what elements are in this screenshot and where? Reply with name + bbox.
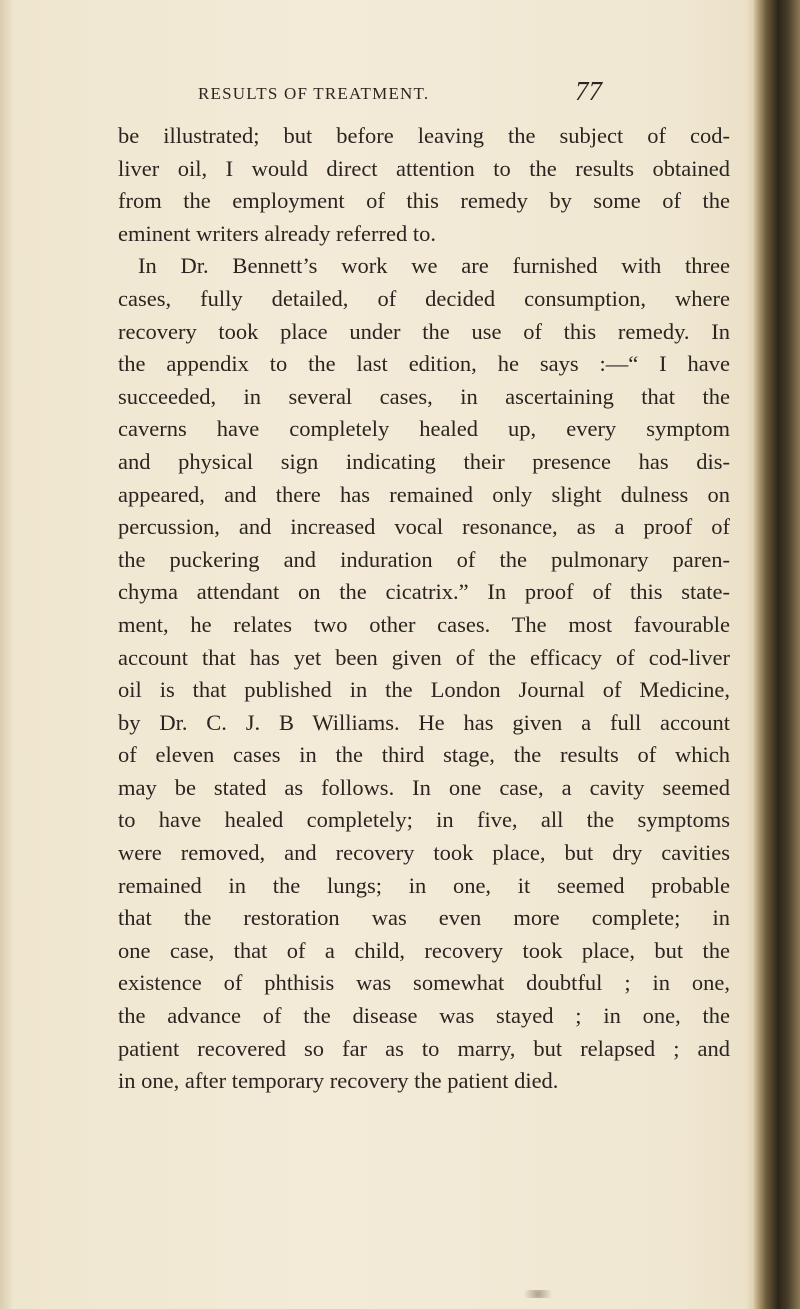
text-line: the advance of the disease was stayed ; in one, the bbox=[118, 1003, 730, 1029]
running-head: RESULTS OF TREATMENT. bbox=[198, 84, 430, 103]
text-line: chyma attendant on the cicatrix.” In proof of this state- bbox=[118, 579, 730, 605]
text-line: oil is that published in the London Journal of Medicine, bbox=[118, 677, 730, 703]
text-line: existence of phthisis was somewhat doubtful ; in one, bbox=[118, 970, 730, 996]
text-line: remained in the lungs; in one, it seemed probable bbox=[118, 872, 730, 898]
page-number: 77 bbox=[575, 76, 602, 106]
text-line: patient recovered so far as to marry, but relapsed ; and bbox=[118, 1035, 730, 1061]
text-line: the puckering and induration of the pulmonary paren- bbox=[118, 546, 730, 572]
page-header bbox=[198, 78, 734, 110]
text-line: from the employment of this remedy by some of the bbox=[118, 188, 730, 214]
body-text bbox=[118, 120, 730, 1098]
text-line: account that has yet been given of the efficacy of cod-liver bbox=[118, 644, 730, 670]
text-line: by Dr. C. J. B Williams. He has given a full account bbox=[118, 709, 730, 735]
text-line: liver oil, I would direct attention to the results obtained bbox=[118, 155, 730, 181]
text-line: the appendix to the last edition, he says :—“ I have bbox=[118, 351, 730, 377]
text-line: were removed, and recovery took place, but dry cavities bbox=[118, 840, 730, 866]
text-line: cases, fully detailed, of decided consumption, where bbox=[118, 285, 730, 311]
book-spine bbox=[752, 0, 800, 1309]
text-line: recovery took place under the use of this remedy. In bbox=[118, 318, 730, 344]
text-line: percussion, and increased vocal resonance, as a proof of bbox=[118, 514, 730, 540]
text-line: that the restoration was even more complete; in bbox=[118, 905, 730, 931]
text-line: eminent writers already referred to. bbox=[118, 220, 436, 246]
page-left-shadow bbox=[0, 0, 14, 1309]
text-line: may be stated as follows. In one case, a cavity seemed bbox=[118, 774, 730, 800]
text-line: be illustrated; but before leaving the subject of cod- bbox=[118, 123, 730, 148]
paper-speck bbox=[518, 1290, 558, 1298]
text-line: caverns have completely healed up, every symptom bbox=[118, 416, 730, 442]
text-line: to have healed completely; in five, all the symptoms bbox=[118, 807, 730, 833]
text-line: In Dr. Bennett’s work we are furnished with three bbox=[138, 253, 730, 279]
text-line: succeeded, in several cases, in ascertaining that the bbox=[118, 383, 730, 409]
text-line: of eleven cases in the third stage, the results of which bbox=[118, 742, 730, 768]
text-line: in one, after temporary recovery the patient died. bbox=[118, 1068, 559, 1094]
text-line: appeared, and there has remained only slight dulness on bbox=[118, 481, 730, 507]
text-line: ment, he relates two other cases. The most favourable bbox=[118, 611, 730, 637]
text-line: one case, that of a child, recovery took place, but the bbox=[118, 937, 730, 963]
text-line: and physical sign indicating their presence has dis- bbox=[118, 448, 730, 474]
